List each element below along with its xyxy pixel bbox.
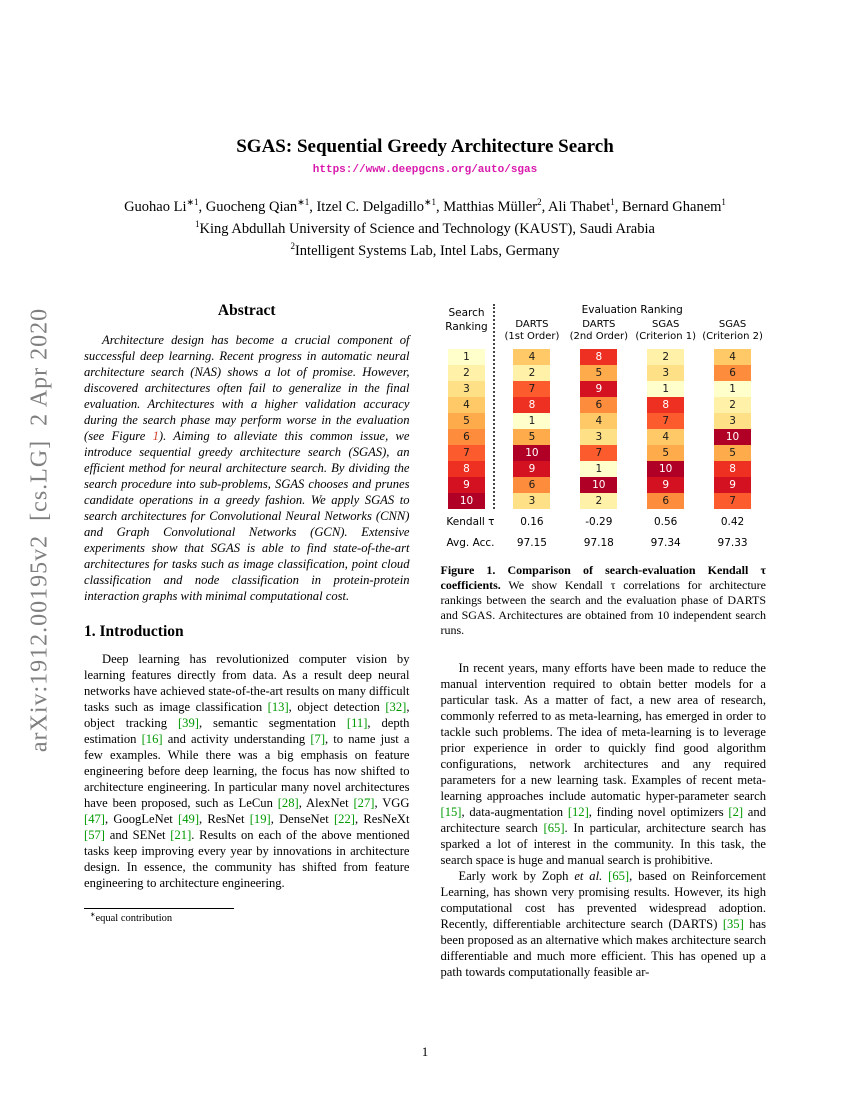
heatmap-cell: 10 (448, 493, 485, 509)
citation-link[interactable]: [47] (84, 811, 105, 826)
heatmap-cell: 9 (580, 381, 617, 397)
citation-link[interactable]: [57] (84, 827, 105, 842)
heatmap-cell: 2 (714, 397, 751, 413)
eval-column-header: SGAS (Criterion 2) (702, 319, 763, 342)
heatmap-cell: 10 (513, 445, 550, 461)
heatmap-cell: 9 (647, 477, 684, 493)
avg-acc-value: 97.33 (717, 537, 748, 549)
kendall-row (441, 514, 767, 530)
citation-link[interactable]: [65] (608, 869, 630, 884)
kendall-value: 0.16 (520, 516, 544, 528)
heatmap-cell: 6 (647, 493, 684, 509)
kendall-value: 0.56 (653, 516, 678, 528)
text-segment: In recent years, many efforts have been made to reduce the manual intervention required to obtain better models for a particular task. As a matter of fact, a new area of research, commonly referred to as meta-learning, has emerged in order to tackle such problems. The idea of meta-learning is to leverage prior experience in order to quickly find good algorithm configurations, network architectures and any required parameters for a new learning task. Examples of recent meta-learning approaches include automatic hyper-parameter search (440, 661, 766, 804)
heatmap-cell: 9 (513, 461, 550, 477)
paper-header (0, 0, 850, 260)
eval-column-header: DARTS (1st Order) (504, 319, 560, 342)
citation-link[interactable]: [12] (567, 805, 589, 820)
heatmap-cell: 7 (513, 381, 550, 397)
text-segment: , Itzel C. Delgadillo (309, 199, 424, 215)
heatmap-cell: 2 (647, 349, 684, 365)
avg-acc-value: 97.15 (516, 537, 547, 549)
heatmap-cell: 1 (580, 461, 617, 477)
affiliation-1 (0, 221, 850, 238)
heatmap-cell: 5 (448, 413, 485, 429)
text-segment: , depth estimation (84, 715, 410, 746)
kendall-value: 0.42 (720, 516, 745, 528)
eval-column (699, 349, 766, 509)
citation-link[interactable]: [7] (310, 731, 326, 746)
text-segment: Early work by Zoph (458, 869, 575, 884)
footnote (84, 908, 410, 924)
heatmap-cell: 7 (580, 445, 617, 461)
heatmap-cell: 8 (513, 397, 550, 413)
text-segment: Figure 1. Comparison of search-evaluation Kendall τ coefficients. (440, 563, 766, 592)
kendall-values (499, 516, 767, 528)
avg-acc-label: Avg. Acc. (446, 537, 495, 549)
text-segment: , finding novel optimizers (588, 805, 729, 820)
text-segment: , VGG (374, 795, 410, 810)
heatmap-cell: 9 (448, 477, 485, 493)
text-segment: Architecture design has become a crucial component of successful deep learning. Recent progress in automatic neural architecture search (NAS) shows a lot of promise. However, discovered architectures often fail to generalize in the final evaluation. Architectures with a higher validation accuracy during the search phase may perform worse in the evaluation (see Figure (84, 333, 410, 443)
citation-link[interactable]: [49] (178, 811, 200, 826)
heatmap-cell: 8 (647, 397, 684, 413)
kendall-label: Kendall τ (446, 516, 495, 528)
text-segment: ∗1 (186, 197, 199, 208)
heatmap-cell: 3 (448, 381, 485, 397)
text-segment: King Abdullah University of Science and Technology (KAUST), Saudi Arabia (199, 221, 655, 237)
text-segment: equal contribution (95, 912, 173, 924)
right-column (441, 302, 767, 981)
heatmap-cell: 3 (513, 493, 550, 509)
heatmap-cell: 5 (714, 445, 751, 461)
citation-link[interactable]: [27] (353, 795, 375, 810)
figure-caption (441, 563, 767, 637)
text-segment: , Guocheng Qian (198, 199, 298, 215)
text-segment: ∗1 (423, 197, 437, 208)
evaluation-ranking-block (499, 304, 767, 509)
text-segment: and architecture search (440, 805, 766, 836)
heatmap-cell: 2 (513, 365, 550, 381)
figure-dotted-divider (493, 304, 495, 509)
heatmap-cell: 4 (714, 349, 751, 365)
text-segment: ∗ (90, 911, 96, 918)
footnote-rule (84, 908, 234, 909)
citation-link[interactable]: [2] (728, 805, 744, 820)
figure-ref-link[interactable]: 1 (152, 428, 159, 443)
avg-acc-row (441, 535, 767, 551)
text-segment: . In particular, architecture search has sparked a lot of interest in the community. In this task, the search space is huge and manual search is prohibitive. (440, 821, 766, 868)
heatmap-cell: 5 (513, 429, 550, 445)
heatmap-cell: 8 (580, 349, 617, 365)
text-segment: , object tracking (84, 699, 410, 730)
citation-link[interactable]: [39] (177, 715, 199, 730)
heatmap-cell: 3 (714, 413, 751, 429)
heatmap-cell: 1 (647, 381, 684, 397)
right-paragraph-1 (441, 661, 767, 869)
heatmap-cell: 5 (580, 365, 617, 381)
eval-column-header: DARTS (2nd Order) (569, 319, 629, 342)
heatmap-cell: 6 (714, 365, 751, 381)
text-segment: and activity understanding (162, 731, 311, 746)
citation-link[interactable]: [19] (249, 811, 271, 826)
heatmap-cell: 4 (647, 429, 684, 445)
heatmap-cell: 7 (448, 445, 485, 461)
search-ranking-block (441, 304, 493, 509)
text-segment: Intelligent Systems Lab, Intel Labs, Germany (294, 243, 560, 259)
text-segment: et al. (574, 869, 603, 884)
heatmap-cell: 10 (647, 461, 684, 477)
citation-link[interactable]: [11] (346, 715, 368, 730)
text-segment: 1 (610, 197, 615, 208)
paper-title: SGAS: Sequential Greedy Architecture Search (236, 136, 614, 157)
abstract-paragraph (84, 333, 410, 605)
citation-link[interactable]: [32] (385, 699, 407, 714)
heatmap-cell: 10 (580, 477, 617, 493)
figure-heatmap (441, 304, 767, 509)
introduction-paragraph (84, 652, 410, 892)
two-column-body (0, 302, 850, 981)
eval-column (565, 349, 632, 509)
text-segment: , semantic segmentation (198, 715, 347, 730)
footnote-text (84, 913, 410, 924)
left-column (84, 302, 410, 981)
right-paragraph-2 (441, 869, 767, 981)
citation-link[interactable]: [65] (543, 821, 565, 836)
heatmap-cell: 8 (714, 461, 751, 477)
search-ranking-cells (448, 349, 485, 509)
text-segment: has been proposed as an alternative which makes architecture search differentiable and much more efficient. This has opened up a path towards computationally feasible ar- (440, 917, 767, 980)
text-segment: We show Kendall τ correlations for architecture rankings between the search and the evaluation phase of DARTS and SGAS. Architectures are obtained from 10 independent search runs. (440, 577, 766, 637)
section-heading-introduction: 1. Introduction (84, 622, 184, 640)
heatmap-cell: 1 (513, 413, 550, 429)
text-segment: Deep learning has revolutionized computer vision by learning features directly from data. As a result deep neural networks have achieved state-of-the-art results on many difficult tasks such as image classification (84, 651, 410, 714)
text-segment: , object detection (288, 699, 386, 714)
search-ranking-label: Search Ranking (445, 307, 488, 333)
figure-1 (441, 304, 767, 551)
citation-link[interactable]: [35] (722, 917, 744, 932)
text-segment: and SENet (104, 827, 171, 842)
heatmap-cell: 7 (647, 413, 684, 429)
eval-column (632, 349, 699, 509)
heatmap-cell: 3 (647, 365, 684, 381)
heatmap-cell: 5 (647, 445, 684, 461)
page-number: 1 (421, 1044, 429, 1059)
heatmap-cell: 6 (513, 477, 550, 493)
citation-link[interactable]: [21] (170, 827, 192, 842)
heatmap-cell: 2 (580, 493, 617, 509)
evaluation-ranking-label: Evaluation Ranking (581, 304, 683, 316)
heatmap-cell: 1 (448, 349, 485, 365)
heatmap-cell: 1 (714, 381, 751, 397)
heatmap-cell: 4 (580, 413, 617, 429)
citation-link[interactable]: [28] (277, 795, 299, 810)
paper-url-link[interactable]: https://www.deepgcns.org/auto/sgas (312, 164, 538, 176)
text-segment: , to name just a few examples. While there was a big emphasis on feature engineering before deep learning, the focus has now shifted to architecture engineering. In particular many novel architectures have been proposed, such as LeCun (84, 731, 410, 810)
eval-column-headers (499, 319, 767, 349)
acc-values (499, 537, 767, 549)
text-segment: Guohao Li (124, 199, 187, 215)
heatmap-cell: 4 (448, 397, 485, 413)
text-segment: , ResNet (199, 811, 250, 826)
avg-acc-value: 97.34 (650, 537, 681, 549)
heatmap-cell: 8 (448, 461, 485, 477)
heatmap-cell: 6 (448, 429, 485, 445)
kendall-value: -0.29 (585, 516, 613, 528)
text-segment: , AlexNet (298, 795, 354, 810)
heatmap-cell: 9 (714, 477, 751, 493)
authors-line (0, 199, 850, 216)
eval-column (499, 349, 566, 509)
citation-link[interactable]: [15] (440, 805, 462, 820)
text-segment: 2 (290, 241, 295, 252)
text-segment: , DenseNet (270, 811, 334, 826)
arxiv-stamp: arXiv:1912.00195v2 [cs.LG] 2 Apr 2020 (26, 307, 53, 753)
text-segment: 1 (195, 219, 200, 230)
heatmap-cell: 2 (448, 365, 485, 381)
text-segment: , ResNeXt (354, 811, 410, 826)
abstract-heading: Abstract (217, 302, 276, 319)
text-segment: , Ali Thabet (541, 199, 611, 215)
text-segment: , Matthias Müller (436, 199, 538, 215)
eval-column-header: SGAS (Criterion 1) (635, 319, 696, 342)
text-segment: 1 (721, 197, 726, 208)
avg-acc-value: 97.18 (583, 537, 614, 549)
heatmap-cell: 10 (714, 429, 751, 445)
affiliation-2 (0, 243, 850, 260)
heatmap-cell: 6 (580, 397, 617, 413)
text-segment: ). Aiming to alleviate this common issue, we introduce sequential greedy architecture search (SGAS), an efficient method for neural architecture search. By dividing the search procedure into sub-problems, SGAS chooses and prunes candidate operations in a greedy fashion. We apply SGAS to search architectures for Convolutional Neural Networks (CNN) and Graph Convolutional Networks (GCN). Extensive experiments show that SGAS is able to find state-of-the-art architectures for tasks such as image classification, point cloud classification and node classification in protein-protein interaction graphs with minimal computational cost. (84, 428, 410, 603)
citation-link[interactable]: [16] (141, 731, 163, 746)
text-segment: 2 (537, 197, 542, 208)
citation-link[interactable]: [13] (267, 699, 289, 714)
text-segment: , based on Reinforcement Learning, has shown very promising results. However, its high computational cost has prevented widespread adoption. Recently, differentiable architecture search (DARTS) (440, 869, 766, 932)
text-segment: , GoogLeNet (104, 811, 179, 826)
citation-link[interactable]: [22] (333, 811, 355, 826)
heatmap-cell: 4 (513, 349, 550, 365)
heatmap-cell: 7 (714, 493, 751, 509)
text-segment: . Results on each of the above mentioned tasks keep improving every year by innovations in architecture design. In essence, the community has shifted from feature engineering to architecture engineering. (84, 827, 410, 890)
text-segment: ∗1 (297, 197, 310, 208)
text-segment: , Bernard Ghanem (614, 199, 722, 215)
eval-columns (499, 349, 767, 509)
text-segment: , data-augmentation (461, 805, 568, 820)
heatmap-cell: 3 (580, 429, 617, 445)
